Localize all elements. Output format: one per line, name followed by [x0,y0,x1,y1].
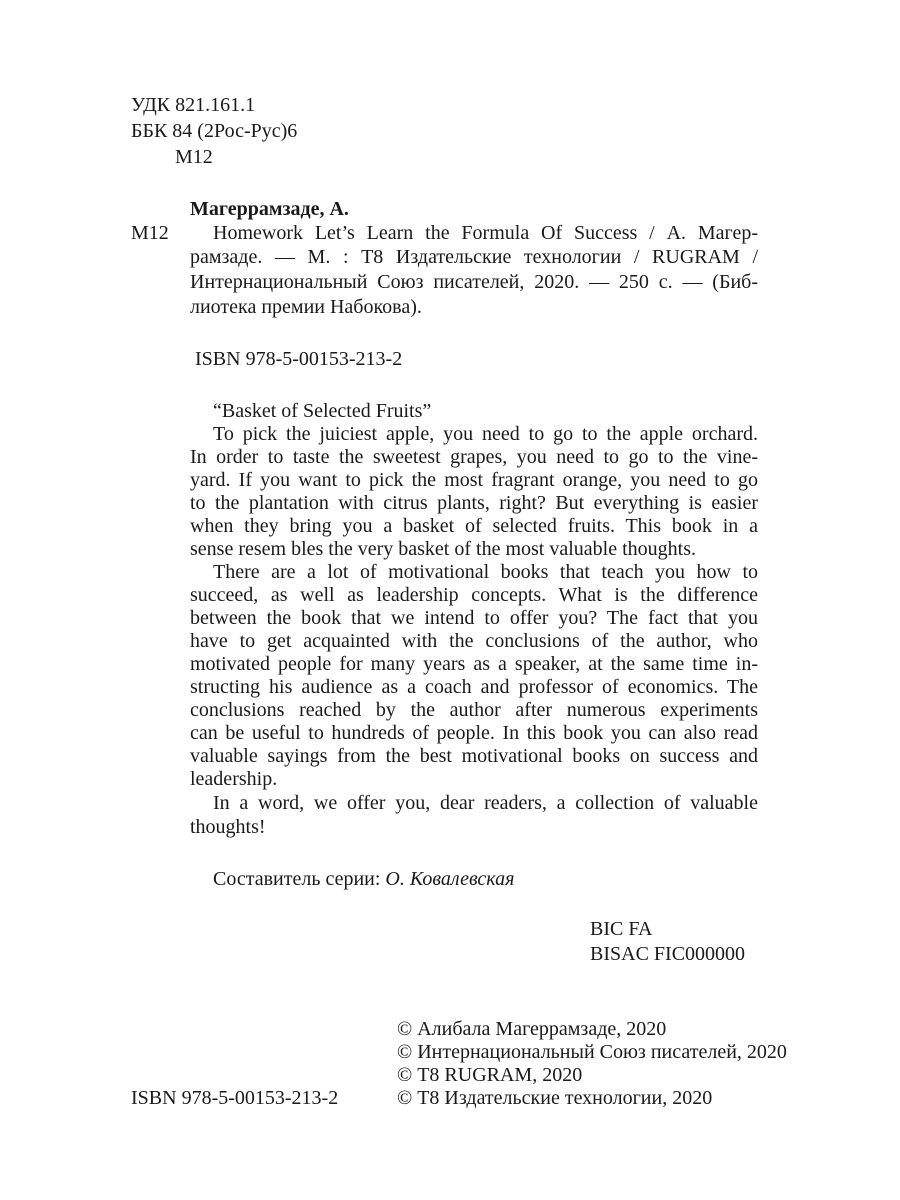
bib-record-line: Homework Let’s Learn the Formula Of Success / А. Магер- [213,222,758,244]
annotation-line: valuable sayings from the best motivational books on success and [190,745,758,767]
annotation-line: There are a lot of motivational books that teach you how to [213,561,758,583]
annotation-line: to the plantation with citrus plants, right? But everything is easier [190,492,758,514]
series-compiler [213,868,514,891]
annotation-line: succeed, as well as leadership concepts. What is the difference [190,584,758,606]
copyright-line: © Т8 RUGRAM, 2020 [397,1064,583,1086]
annotation-line: To pick the juiciest apple, you need to go to the apple orchard. [213,423,758,445]
annotation-title: “Basket of Selected Fruits” [213,400,432,422]
author-heading: Магеррамзаде, А. [190,198,349,220]
bib-record-line: лиотека премии Набокова). [190,296,422,318]
annotation-line: conclusions reached by the author after numerous experiments [190,699,758,721]
series-compiler-name: О. Ковалевская [385,868,515,890]
bib-record-line: рамзаде. — М. : Т8 Издательские технологии / RUGRAM / [190,246,758,268]
author-mark-top: М12 [175,146,213,168]
annotation-line: motivated people for many years as a speaker, at the same time in- [190,653,758,675]
annotation-line: when they bring you a basket of selected fruits. This book in a [190,515,758,537]
annotation-line: yard. If you want to pick the most fragrant orange, you need to go [190,469,758,491]
copyright-line: © Т8 Издательские технологии, 2020 [397,1087,713,1109]
annotation-line: structing his audience as a coach and professor of economics. The [190,676,758,698]
bisac-code: BISAC FIC000000 [590,943,746,965]
udk-code: УДК 821.161.1 [131,94,256,116]
copyright-line: © Интернациональный Союз писателей, 2020 [397,1041,787,1063]
series-compiler-label: Составитель серии: [213,868,381,890]
annotation-line: In order to taste the sweetest grapes, you need to go to the vine- [190,446,758,468]
annotation-line: sense resem bles the very basket of the most valuable thoughts. [190,538,696,560]
isbn-line: ISBN 978-5-00153-213-2 [195,348,403,370]
annotation-line: thoughts! [190,816,266,838]
footer-isbn: ISBN 978-5-00153-213-2 [131,1087,339,1109]
annotation-line: have to get acquainted with the conclusions of the author, who [190,630,758,652]
author-mark-side: М12 [131,222,169,244]
annotation-line: can be useful to hundreds of people. In this book you can also read [190,722,758,744]
bbk-code: ББК 84 (2Рос-Рус)6 [131,120,298,142]
annotation-line: leadership. [190,768,278,790]
bic-code: BIC FA [590,918,653,940]
bib-record-line: Интернациональный Союз писателей, 2020. — 250 с. — (Биб- [190,271,758,293]
annotation-line: In a word, we offer you, dear readers, a collection of valuable [213,792,758,814]
copyright-line: © Алибала Магеррамзаде, 2020 [397,1018,667,1040]
annotation-line: between the book that we intend to offer you? The fact that you [190,607,758,629]
